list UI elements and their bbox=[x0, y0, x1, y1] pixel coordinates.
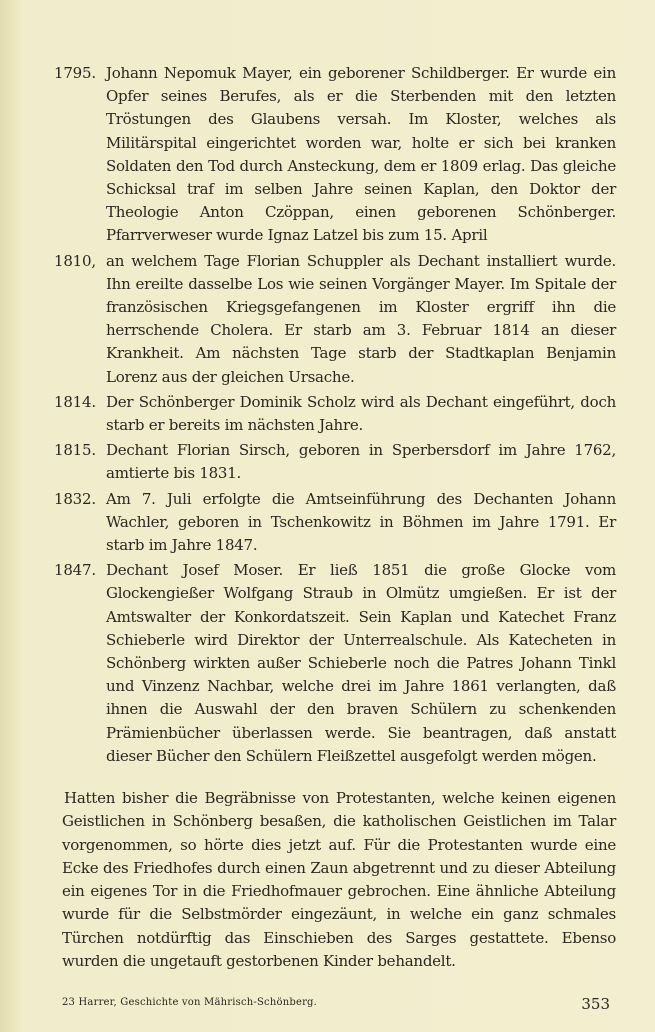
entry-text: Der Schönberger Dominik Scholz wird als Dechant eingeführt, doch starb er bereits im nächsten Jahre. bbox=[106, 392, 616, 435]
chronicle-entry bbox=[54, 559, 616, 768]
chronicle-entry bbox=[54, 439, 616, 485]
footer-signature: 23 Harrer, Geschichte von Mährisch-Schönberg. bbox=[62, 997, 318, 1008]
entry-text: Dechant Josef Moser. Er ließ 1851 die große Glocke vom Glockengießer Wolfgang Straub in Olmütz umgießen. Er ist der Amtswalter der Konkordatszeit. Sein Kaplan und Katechet Franz Schieberle wird Direktor der Unterrealschule. Als Katecheten in Schönberg wirkten außer Schieberle noch die Patres Johann Tinkl und Vinzenz Nachbar, welche drei im Jahre 1861 verlangten, daß ihnen die Auswahl der den braven Schülern zu schenkenden Prämienbücher überlassen werde. Sie beantragen, daß anstatt dieser Bücher den Schülern Fleißzettel ausgefolgt werden mögen. bbox=[106, 561, 616, 765]
entry-text: Am 7. Juli erfolgte die Amtseinführung des Dechanten Johann Wachler, geboren in Tschenkowitz in Böhmen im Jahre 1791. Er starb im Jahre 1847. bbox=[106, 489, 616, 555]
chronicle-list bbox=[54, 62, 616, 768]
page-number: 353 bbox=[581, 995, 610, 1013]
entry-year: 1847. bbox=[54, 561, 96, 580]
page-footer bbox=[62, 995, 616, 1017]
chronicle-entry bbox=[54, 250, 616, 389]
closing-paragraph: Hatten bisher die Begräbnisse von Protestanten, welche keinen eigenen Geistlichen in Schönberg besaßen, die katholischen Geistlichen im Talar vorgenommen, so hörte dies jetzt auf. Für die Protestanten wurde eine Ecke des Friedhofes durch einen Zaun abgetrennt und zu dieser Abteilung ein eigenes Tor in die Friedhofmauer gebrochen. Eine ähnliche Abteilung wurde für die Selbstmörder eingezäunt, in welche ein ganz schmales Türchen notdürftig das Einschieben des Sarges gestattete. Ebenso wurden die ungetauft gestorbenen Kinder behandelt. bbox=[62, 789, 616, 971]
chronicle-entry bbox=[54, 62, 616, 248]
entry-year: 1815. bbox=[54, 441, 96, 460]
entry-year: 1832. bbox=[54, 489, 96, 508]
entry-text: an welchem Tage Florian Schuppler als Dechant installiert wurde. Ihn ereilte dasselbe Los wie seinen Vorgänger Mayer. Im Spitale der französischen Kriegsgefangenen im Kloster ergriff ihn die herrschende Cholera. Er starb am 3. Februar 1814 an dieser Krankheit. Am nächsten Tage starb der Stadtkaplan Benjamin Lorenz aus der gleichen Ursache. bbox=[106, 251, 616, 386]
chronicle-entry bbox=[54, 391, 616, 437]
entry-year: 1795. bbox=[54, 64, 96, 82]
entry-year: 1810, bbox=[54, 251, 96, 270]
entry-text: Dechant Florian Sirsch, geboren in Sperbersdorf im Jahre 1762, amtierte bis 1831. bbox=[106, 441, 616, 483]
entry-text: Johann Nepomuk Mayer, ein geborener Schildberger. Er wurde ein Opfer seines Berufes, als er die Sterbenden mit den letzten Tröstungen des Glaubens versah. Im Kloster, welches als Militärspital eingerichtet worden war, holte er sich bei kranken Soldaten den Tod durch Ansteckung, dem er 1809 erlag. Das gleiche Schicksal traf im selben Jahre seinen Kaplan, den Doktor der Theologie Anton Czöppan, einen geborenen Schönberger. Pfarrverweser wurde Ignaz Latzel bis zum 15. April bbox=[106, 64, 616, 245]
chronicle-entry bbox=[54, 488, 616, 558]
entry-year: 1814. bbox=[54, 392, 96, 411]
